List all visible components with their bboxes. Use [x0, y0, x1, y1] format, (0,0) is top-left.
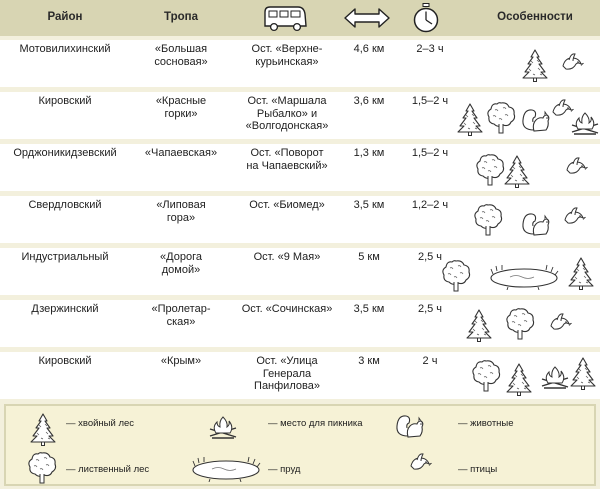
conifer-tree-icon [568, 356, 598, 390]
bird-icon [548, 312, 572, 334]
deciduous-tree-icon [470, 358, 502, 392]
table-row [0, 196, 600, 243]
table-row [0, 40, 600, 87]
cell-distance: 5 км [358, 251, 380, 263]
cell-district: Кировский [38, 95, 92, 107]
cell-distance: 4,6 км [353, 43, 385, 55]
cell-trail: «Крым» [160, 355, 202, 367]
cell-stop: Ост. «Поворот на Чапаевский» [246, 147, 328, 172]
double-arrow-icon [343, 7, 391, 29]
deciduous-tree-icon [485, 100, 517, 134]
cell-district: Свердловский [28, 199, 102, 211]
cell-distance: 3,5 км [353, 303, 385, 315]
legend-deciduous-label: — лиственный лес [66, 464, 150, 475]
cell-trail: «Пролетар- ская» [151, 303, 211, 328]
cell-time: 2,5 ч [417, 251, 443, 263]
cell-time: 1,5–2 ч [411, 147, 449, 159]
cell-stop: Ост. «Улица Генерала Панфилова» [254, 355, 320, 392]
cell-district: Мотовилихинский [19, 43, 111, 55]
table-row [0, 352, 600, 399]
legend-picnic-label: — место для пикника [268, 418, 363, 429]
conifer-tree-icon [566, 256, 596, 290]
cell-trail: «Липовая гора» [156, 199, 206, 224]
cell-district: Индустриальный [21, 251, 109, 263]
cell-time: 2–3 ч [416, 43, 444, 55]
cell-stop: Ост. «Сочинская» [241, 303, 333, 315]
deciduous-tree-icon [440, 258, 472, 292]
conifer-tree-icon [502, 154, 532, 188]
legend-animals-label: — животные [458, 418, 514, 429]
cell-district: Дзержинский [31, 303, 99, 315]
conifer-tree-icon [504, 362, 534, 396]
bird-icon [560, 52, 584, 74]
squirrel-icon [520, 210, 552, 238]
cell-distance: 3 км [358, 355, 380, 367]
conifer-tree-icon [455, 102, 485, 136]
conifer-tree-icon [520, 48, 550, 82]
bird-icon [564, 156, 588, 178]
cell-trail: «Большая сосновая» [154, 43, 208, 68]
legend-birds-icon [408, 452, 432, 474]
clock-icon [411, 3, 441, 33]
campfire-icon [538, 364, 572, 390]
cell-district: Кировский [38, 355, 92, 367]
campfire-icon [568, 110, 600, 136]
header-trail: Тропа [164, 11, 198, 23]
cell-time: 2,5 ч [417, 303, 443, 315]
table-row [0, 144, 600, 191]
cell-stop: Ост. «Маршала Рыбалко» и «Волгодонская» [245, 95, 329, 132]
bus-icon [262, 4, 308, 32]
cell-stop: Ост. «Биомед» [249, 199, 325, 211]
cell-distance: 3,6 км [353, 95, 385, 107]
legend-conifer-label: — хвойный лес [66, 418, 135, 429]
legend-picnic-icon [206, 414, 240, 440]
legend-conifer-icon [28, 412, 58, 446]
legend-pond-label: — пруд [268, 464, 301, 475]
table-row [0, 300, 600, 347]
cell-time: 2 ч [422, 355, 438, 367]
conifer-tree-icon [464, 308, 494, 342]
cell-distance: 3,5 км [353, 199, 385, 211]
deciduous-tree-icon [504, 306, 536, 340]
legend-pond-icon [190, 456, 262, 482]
cell-district: Орджоникидзевский [13, 147, 117, 159]
table-row [0, 92, 600, 139]
cell-time: 1,5–2 ч [411, 95, 449, 107]
cell-trail: «Красные горки» [155, 95, 207, 120]
legend-birds-label: — птицы [458, 464, 498, 475]
header-features: Особенности [497, 11, 573, 23]
cell-distance: 1,3 км [353, 147, 385, 159]
table-row [0, 248, 600, 295]
cell-trail: «Чапаевская» [144, 147, 218, 159]
cell-stop: Ост. «9 Мая» [253, 251, 321, 263]
bird-icon [562, 206, 586, 228]
header-district: Район [47, 11, 83, 23]
squirrel-icon [520, 106, 552, 134]
table-header [0, 0, 600, 36]
cell-time: 1,2–2 ч [411, 199, 449, 211]
cell-stop: Ост. «Верхне- курьинская» [251, 43, 323, 68]
legend-animals-icon [394, 412, 426, 440]
pond-icon [488, 264, 560, 290]
legend-deciduous-icon [26, 450, 58, 484]
cell-trail: «Дорога домой» [160, 251, 202, 276]
deciduous-tree-icon [472, 202, 504, 236]
legend [4, 404, 596, 486]
